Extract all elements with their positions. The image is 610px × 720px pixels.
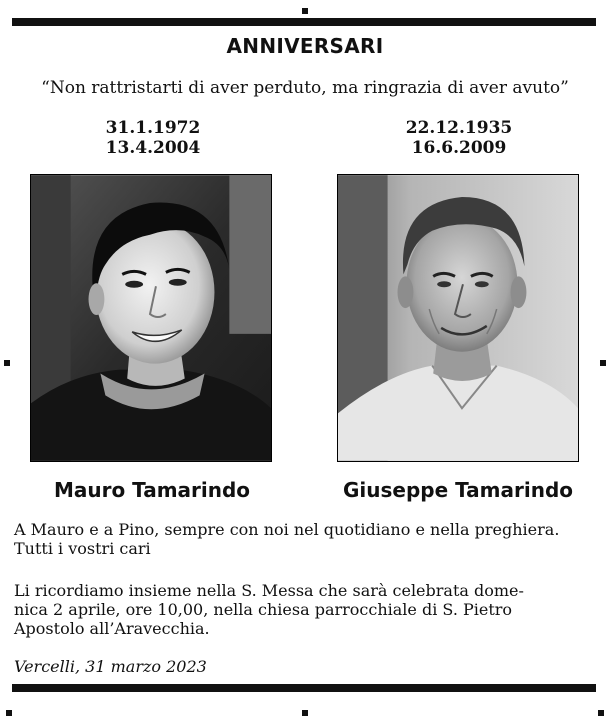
dates-right <box>334 118 584 158</box>
crop-mark-left <box>4 360 10 366</box>
portrait-photo-right <box>337 174 579 462</box>
birth-date: 31.1.1972 <box>105 118 201 138</box>
crop-mark-right <box>600 360 606 366</box>
crop-mark-bottom-left <box>6 710 12 716</box>
birth-date: 22.12.1935 <box>405 118 513 138</box>
crop-mark-bottom-center <box>302 710 308 716</box>
page-title: ANNIVERSARI <box>226 34 384 58</box>
mass-paragraph <box>14 581 596 638</box>
message-line: A Mauro e a Pino, sempre con noi nel quotidiano e nella preghiera. <box>14 520 560 539</box>
person-name-left: Mauro Tamarindo <box>53 478 251 502</box>
person-name-right: Giuseppe Tamarindo <box>342 478 574 502</box>
memorial-quote: “Non rattristarti di aver perduto, ma ringrazia di aver avuto” <box>41 78 569 98</box>
portrait-photo-left <box>30 174 272 462</box>
mass-line: nica 2 aprile, ore 10,00, nella chiesa parrocchiale di S. Pietro <box>14 600 513 619</box>
top-rule <box>12 18 596 26</box>
dates-left <box>28 118 278 158</box>
death-date: 13.4.2004 <box>105 138 201 158</box>
message-paragraph <box>14 520 596 558</box>
crop-mark-bottom-right <box>598 710 604 716</box>
bottom-rule <box>12 684 596 692</box>
mass-line: Li ricordiamo insieme nella S. Messa che sarà celebrata dome- <box>14 581 524 600</box>
signature-place-date: Vercelli, 31 marzo 2023 <box>14 657 207 676</box>
death-date: 16.6.2009 <box>411 138 507 158</box>
message-line: Tutti i vostri cari <box>14 539 151 558</box>
mass-line: Apostolo all’Aravecchia. <box>14 619 210 638</box>
crop-mark-top <box>302 8 308 14</box>
